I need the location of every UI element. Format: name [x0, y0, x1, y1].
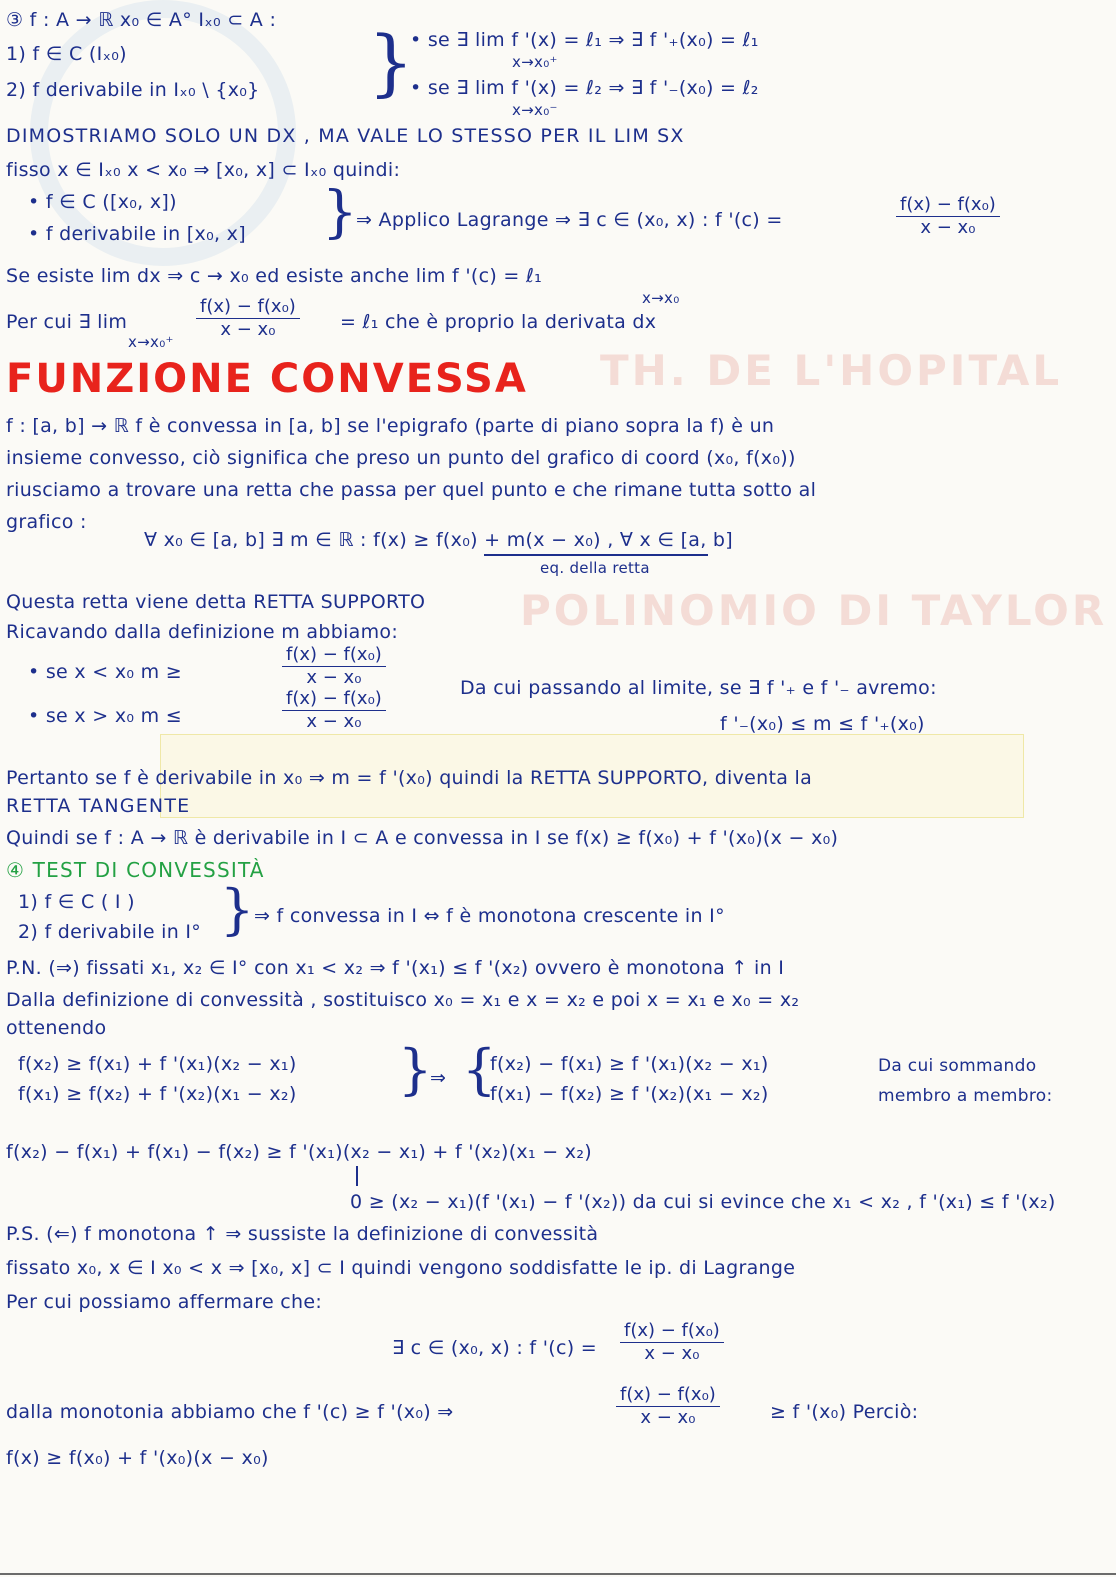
ps-lagrange-fraction — [620, 1320, 724, 1365]
theorem-3-title: ③ f : A → ℝ x₀ ∈ A° Iₓ₀ ⊂ A : — [6, 9, 277, 31]
convex-case-2: • se x > x₀ m ≤ — [28, 705, 182, 727]
ghost-heading-taylor: POLINOMIO DI TAYLOR — [520, 586, 1108, 635]
proof-limit-line: Se esiste lim dx ⇒ c → x₀ ed esiste anche lim f '(c) = ℓ₁ — [6, 265, 543, 287]
page-bottom-edge — [0, 1573, 1116, 1575]
system-line-3: f(x₂) − f(x₁) ≥ f '(x₁)(x₂ − x₁) — [490, 1053, 769, 1075]
proof-cond-1: • f ∈ C ([x₀, x]) — [28, 191, 177, 213]
brace-left: { — [462, 1038, 497, 1101]
convex-formula-note: eq. della retta — [540, 559, 650, 577]
theorem-3-hyp-1: 1) f ∈ C (Iₓ₀) — [6, 43, 127, 65]
test-4-final: f(x) ≥ f(x₀) + f '(x₀)(x − x₀) — [6, 1447, 269, 1469]
convex-def-2: insieme convesso, ciò significa che preso un punto del grafico di coord (x₀, f(x₀)) — [6, 447, 796, 469]
monotony-fraction — [616, 1384, 720, 1429]
theorem-3-hyp-2: 2) f derivabile in Iₓ₀ \ {x₀} — [6, 79, 260, 101]
brace-right: } — [398, 1038, 433, 1101]
convex-limit-text: Da cui passando al limite, se ∃ f '₊ e f '₋ avremo: — [460, 677, 937, 699]
convex-def-1: f : [a, b] → ℝ f è convessa in [a, b] se l'epigrafo (parte di piano sopra la f) è un — [6, 415, 775, 437]
convex-def-4: grafico : — [6, 511, 87, 533]
convex-summary: Quindi se f : A → ℝ è derivabile in I ⊂ A e convessa in I se f(x) ≥ f(x₀) + f '(x₀)(x − x₀) — [6, 827, 839, 849]
implies-arrow: ⇒ — [430, 1067, 447, 1089]
theorem-3-thesis-2-sub: x→x₀⁻ — [512, 101, 558, 119]
proof-conclusion-pre: Per cui ∃ lim — [6, 311, 128, 333]
test-4-thesis: ⇒ f convessa in I ⇔ f è monotona crescente in I° — [254, 905, 725, 927]
fraction-denominator: x − x₀ — [306, 667, 362, 688]
fraction-denominator: x − x₀ — [220, 319, 276, 340]
fraction-numerator: f(x) − f(x₀) — [196, 296, 300, 319]
fraction-denominator: x − x₀ — [640, 1407, 696, 1428]
lagrange-fraction — [896, 194, 1000, 239]
fraction-denominator: x − x₀ — [644, 1343, 700, 1364]
test-4-ps-lagrange: ∃ c ∈ (x₀, x) : f '(c) = — [392, 1337, 597, 1359]
theorem-3-thesis-2: • se ∃ lim f '(x) = ℓ₂ ⇒ ∃ f '₋(x₀) = ℓ₂ — [410, 77, 759, 99]
convex-support: Questa retta viene detta RETTA SUPPORTO — [6, 591, 426, 613]
sum-connector — [356, 1166, 358, 1186]
test-4-ps-2: fissato x₀, x ∈ I x₀ < x ⇒ [x₀, x] ⊂ I quindi vengono soddisfatte le ip. di Lagrange — [6, 1257, 796, 1279]
brace-right: } — [220, 878, 255, 941]
test-4-hyp-2: 2) f derivabile in I° — [18, 921, 202, 943]
proof-limit-sub: x→x₀ — [642, 289, 680, 307]
sum-result: 0 ≥ (x₂ − x₁)(f '(x₁) − f '(x₂)) da cui si evince che x₁ < x₂ , f '(x₁) ≤ f '(x₂) — [350, 1191, 1056, 1213]
fraction-numerator: f(x) − f(x₀) — [282, 644, 386, 667]
fraction-denominator: x − x₀ — [920, 217, 976, 238]
system-line-2: f(x₁) ≥ f(x₂) + f '(x₂)(x₁ − x₂) — [18, 1083, 297, 1105]
proof-intro: DIMOSTRIAMO SOLO UN DX , MA VALE LO STESSO PER IL LIM SX — [6, 125, 685, 147]
section-heading: FUNZIONE CONVESSA — [6, 356, 528, 402]
convex-formula: ∀ x₀ ∈ [a, b] ∃ m ∈ ℝ : f(x) ≥ f(x₀) + m(x − x₀) , ∀ x ∈ [a, b] — [144, 529, 733, 551]
proof-conclusion-post: = ℓ₁ che è proprio la derivata dx — [340, 311, 657, 333]
sum-note-2: membro a membro: — [878, 1086, 1053, 1106]
proof-lagrange: ⇒ Applico Lagrange ⇒ ∃ c ∈ (x₀, x) : f '(c) = — [356, 209, 783, 231]
system-line-4: f(x₁) − f(x₂) ≥ f '(x₂)(x₁ − x₂) — [490, 1083, 769, 1105]
case-2-fraction — [282, 688, 386, 733]
test-4-pn-1: P.N. (⇒) fissati x₁, x₂ ∈ I° con x₁ < x₂ ⇒ f '(x₁) ≤ f '(x₂) ovvero è monotona ↑ in I — [6, 957, 785, 979]
proof-conclusion-sub: x→x₀⁺ — [128, 333, 174, 351]
convex-case-1: • se x < x₀ m ≥ — [28, 661, 182, 683]
test-4-pn-3: ottenendo — [6, 1017, 107, 1039]
sum-line: f(x₂) − f(x₁) + f(x₁) − f(x₂) ≥ f '(x₁)(x₂ − x₁) + f '(x₂)(x₁ − x₂) — [6, 1141, 592, 1163]
convex-limit-result: f '₋(x₀) ≤ m ≤ f '₊(x₀) — [720, 713, 925, 735]
test-4-pn-2: Dalla definizione di convessità , sostituisco x₀ = x₁ e x = x₂ e poi x = x₁ e x₀ = x₂ — [6, 989, 800, 1011]
fraction-numerator: f(x) − f(x₀) — [896, 194, 1000, 217]
test-4-ps-1: P.S. (⇐) f monotona ↑ ⇒ sussiste la definizione di convessità — [6, 1223, 599, 1245]
conclusion-fraction — [196, 296, 300, 341]
fraction-numerator: f(x) − f(x₀) — [282, 688, 386, 711]
theorem-3-thesis-1: • se ∃ lim f '(x) = ℓ₁ ⇒ ∃ f '₊(x₀) = ℓ₁ — [410, 29, 759, 51]
test-4-monotony-post: ≥ f '(x₀) Perciò: — [770, 1401, 919, 1423]
ghost-heading-hopital: TH. DE L'HOPITAL — [600, 346, 1063, 395]
fraction-numerator: f(x) − f(x₀) — [620, 1320, 724, 1343]
convex-def-3: riusciamo a trovare una retta che passa per quel punto e che rimane tutta sotto al — [6, 479, 817, 501]
test-4-hyp-1: 1) f ∈ C ( I ) — [18, 891, 135, 913]
fraction-denominator: x − x₀ — [306, 711, 362, 732]
test-4-monotony: dalla monotonia abbiamo che f '(c) ≥ f '(x₀) ⇒ — [6, 1401, 454, 1423]
case-1-fraction — [282, 644, 386, 689]
test-4-ps-3: Per cui possiamo affermare che: — [6, 1291, 323, 1313]
proof-cond-2: • f derivabile in [x₀, x] — [28, 223, 246, 245]
theorem-3-thesis-1-sub: x→x₀⁺ — [512, 53, 558, 71]
fraction-numerator: f(x) − f(x₀) — [616, 1384, 720, 1407]
system-line-1: f(x₂) ≥ f(x₁) + f '(x₁)(x₂ − x₁) — [18, 1053, 297, 1075]
brace-right: } — [322, 180, 358, 245]
proof-fix: fisso x ∈ Iₓ₀ x < x₀ ⇒ [x₀, x] ⊂ Iₓ₀ quindi: — [6, 159, 401, 181]
brace-right: } — [368, 20, 414, 104]
sum-note-1: Da cui sommando — [878, 1056, 1037, 1076]
convex-tangent-2: RETTA TANGENTE — [6, 795, 191, 817]
convex-derive: Ricavando dalla definizione m abbiamo: — [6, 621, 399, 643]
test-4-title: ④ TEST DI CONVESSITÀ — [6, 858, 265, 882]
convex-tangent-1: Pertanto se f è derivabile in x₀ ⇒ m = f '(x₀) quindi la RETTA SUPPORTO, diventa la — [6, 767, 813, 789]
